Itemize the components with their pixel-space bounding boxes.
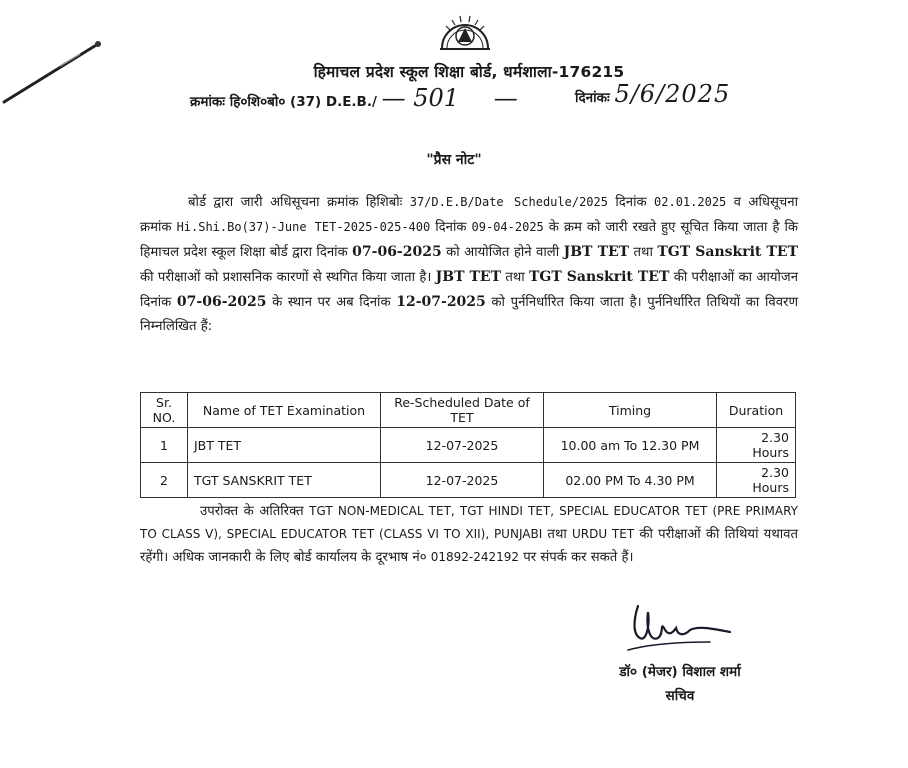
para1-text: के क्रम को जारी रखते हुए सूचित किया जाता है कि हिमाचल प्रदेश स्कूल शिक्षा बोर्ड द्वारा दिनांक (140, 220, 798, 260)
row-date: 12-07-2025 (381, 428, 544, 463)
row-duration: 2.30 Hours (717, 428, 796, 463)
para1-exam-name: TGT Sanskrit TET (529, 269, 670, 285)
para2-phone-number: 01892-242192 (430, 550, 520, 564)
para1-text: दिनांक (430, 220, 472, 235)
reference-dash: — (493, 84, 518, 112)
row-sr: 1 (141, 428, 188, 463)
press-note-title: "प्रैस नोट" (426, 152, 482, 168)
para1-notification-ref: 37/D.E.B/Date Schedule/2025 (409, 195, 608, 209)
para1-text: दिनांक (607, 195, 655, 210)
row-exam-name: TGT SANSKRIT TET (188, 463, 381, 498)
para2-text: उपरोक्त के अतिरिक्त (200, 504, 310, 519)
para1-text: की परीक्षाओं को प्रशासनिक कारणों से स्थगित किया जाता है। (140, 270, 436, 285)
secretary-signature (620, 598, 740, 660)
para2-text: तथा (542, 527, 572, 542)
header-rescheduled-date: Re-Scheduled Date of TET (381, 393, 544, 428)
para1-text: के स्थान पर अब दिनांक (266, 295, 397, 310)
table-header-row (141, 393, 796, 428)
para1-text: बोर्ड द्वारा जारी अधिसूचना क्रमांक हिशिबोः (188, 195, 410, 210)
board-name-header: हिमाचल प्रदेश स्कूल शिक्षा बोर्ड, धर्मशाला-176215 (313, 63, 625, 81)
reference-label: क्रमांकः हि०शि०बो० (37) D.E.B./ (190, 94, 377, 110)
row-exam-name: JBT TET (188, 428, 381, 463)
date-handwritten: 5/6/2025 (614, 80, 731, 108)
para2-exam-name: URDU TET (571, 527, 635, 541)
row-timing: 02.00 PM To 4.30 PM (544, 463, 717, 498)
para1-text: को पुर्ननिर्धारित किया जाता है। पुर्ननिर्धारित तिथियों का विवरण निम्नलिखित हैं: (140, 295, 798, 334)
issue-date (575, 80, 730, 108)
para1-text: की परीक्षाओं का आयोजन दिनांक (140, 270, 799, 310)
para1-exam-name: JBT TET (435, 269, 502, 285)
para2-text: पर संपर्क कर सकते हैं। (519, 550, 634, 565)
para1-date: 09-04-2025 (471, 220, 544, 234)
table-row (141, 428, 796, 463)
para1-notification-ref: Hi.Shi.Bo(37)-June TET-2025-025-400 (176, 220, 431, 234)
rescheduled-exam-table (140, 392, 796, 498)
row-timing: 10.00 am To 12.30 PM (544, 428, 717, 463)
row-sr: 2 (141, 463, 188, 498)
para1-text: तथा (629, 245, 658, 260)
header-sr-no: Sr. NO. (141, 393, 188, 428)
signatory-name: डॉ० (मेजर) विशाल शर्मा (619, 664, 741, 680)
para1-text: तथा (501, 270, 530, 285)
board-logo-icon (438, 12, 492, 52)
para1-text: को आयोजित होने वाली (441, 245, 564, 260)
table-row (141, 463, 796, 498)
para1-date: 02.01.2025 (654, 195, 727, 209)
row-duration: 2.30 Hours (717, 463, 796, 498)
date-label: दिनांकः (575, 90, 610, 106)
reference-number (190, 84, 518, 112)
header-exam-name: Name of TET Examination (188, 393, 381, 428)
header-duration: Duration (717, 393, 796, 428)
reference-number-handwritten: — 501 (381, 84, 460, 112)
header-timing: Timing (544, 393, 717, 428)
row-date: 12-07-2025 (381, 463, 544, 498)
para2-text: की परीक्षाओं की तिथियां यथावत रहेंगी। अधिक जानकारी के लिए बोर्ड कार्यालय के दूरभाष नं० (140, 527, 799, 565)
notice-paragraph-1 (140, 190, 798, 339)
signatory-designation: सचिव (665, 688, 695, 704)
para1-date: 07-06-2025 (352, 244, 442, 260)
para1-text: व अधिसूचना क्रमांक (140, 195, 799, 235)
para1-exam-name: JBT TET (563, 244, 630, 260)
para1-exam-name: TGT Sanskrit TET (657, 244, 798, 260)
para1-date: 12-07-2025 (396, 294, 486, 310)
para2-exam-list: TGT NON-MEDICAL TET, TGT HINDI TET, SPECIAL EDUCATOR TET (PRE PRIMARY TO CLASS V), SPECIAL EDUCATOR TET (CLASS VI TO XII), PUNJABI (140, 504, 798, 541)
notice-paragraph-2 (140, 500, 798, 569)
para1-date: 07-06-2025 (176, 294, 267, 310)
